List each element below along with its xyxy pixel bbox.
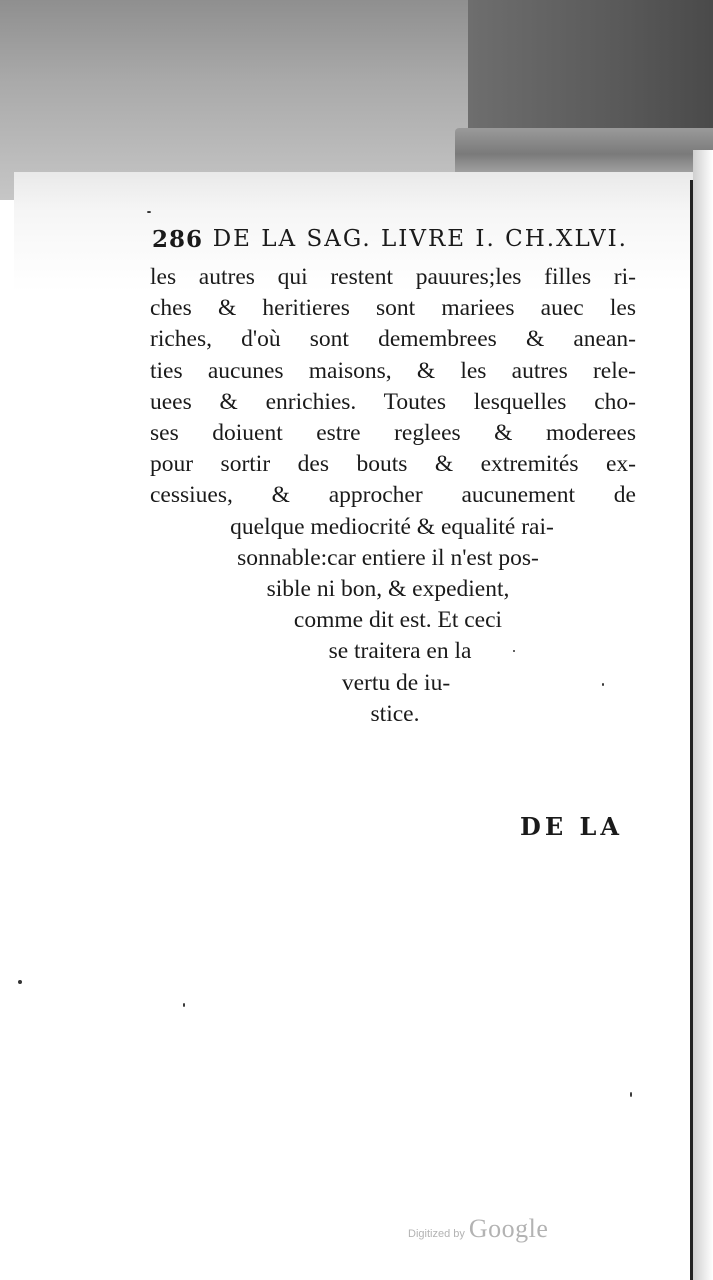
text-line: vertu de iu- (341, 669, 451, 696)
text-line: comme dit est. Et ceci (293, 607, 503, 634)
page-number: 286 (152, 226, 204, 253)
page-right-edge (690, 180, 693, 1280)
text-line: stice. (370, 700, 420, 727)
text-line: riches, d'où sont demembrees & anean- (150, 326, 636, 353)
scan-speck (513, 650, 515, 652)
body-text (150, 262, 640, 730)
scan-speck (183, 1003, 185, 1007)
digitized-watermark (408, 1214, 548, 1244)
text-line: pour sortir des bouts & extremités ex- (150, 451, 636, 478)
scan-speck (147, 211, 151, 213)
text-line: ses doiuent estre reglees & moderees (150, 420, 636, 447)
text-line: se traitera en la (328, 638, 472, 665)
catchword: DE LA (520, 812, 623, 841)
text-line: ties aucunes maisons, & les autres rele- (150, 357, 636, 384)
page-right-shade (693, 150, 713, 1280)
text-line: uees & enrichies. Toutes lesquelles cho- (150, 388, 636, 415)
scan-speck (602, 683, 604, 686)
scan-speck (630, 1092, 632, 1097)
scan-speck (18, 980, 22, 984)
text-line: sonnable:car entiere il n'est pos- (237, 544, 539, 571)
text-line: cessiues, & approcher aucunement de (150, 482, 636, 509)
text-line: quelque mediocrité & equalité rai- (230, 513, 554, 540)
running-title: DE LA SAG. LIVRE I. CH.XLVI. (212, 226, 628, 252)
google-logo: Google (468, 1214, 549, 1243)
text-line: sible ni bon, & expedient, (266, 576, 510, 603)
running-head (152, 226, 628, 253)
text-line: les autres qui restent pauures;les filles ri- (150, 264, 636, 290)
watermark-prefix: Digitized by (408, 1228, 465, 1240)
text-line: ches & heritieres sont mariees auec les (150, 295, 636, 322)
